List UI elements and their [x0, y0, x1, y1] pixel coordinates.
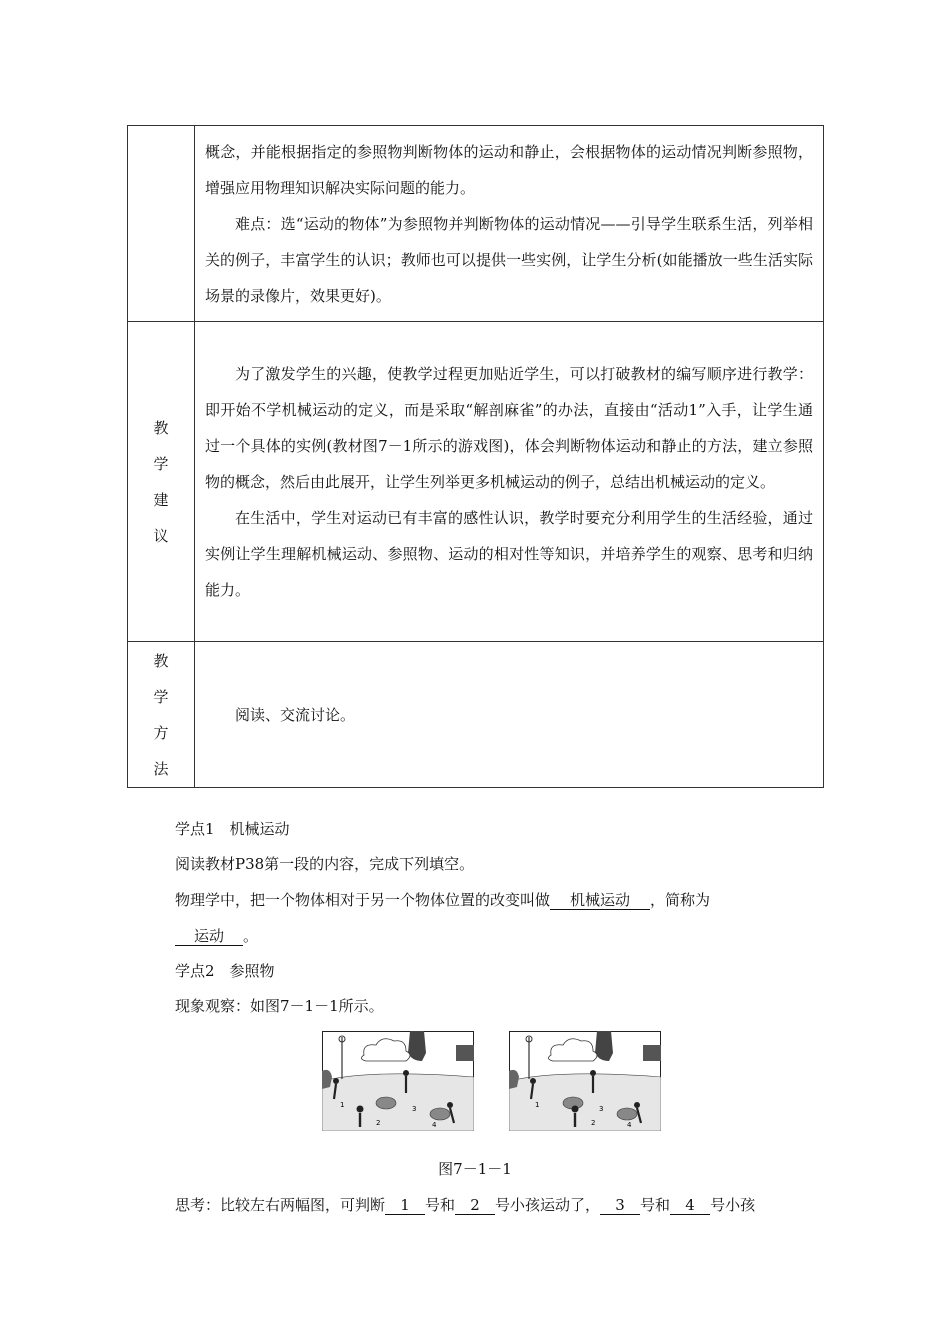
sentence-text: 思考：比较左右两幅图，可判断	[175, 1196, 386, 1214]
row-content	[195, 322, 824, 642]
sentence-text: 。	[243, 927, 259, 945]
row-content	[195, 126, 824, 322]
table-row	[128, 126, 824, 322]
sentence-text: 物理学中，把一个物体相对于另一个物体位置的改变叫做	[175, 891, 551, 909]
answer-blank: 机械运动	[550, 891, 650, 910]
figure-caption: 图7－1－1	[438, 1160, 512, 1178]
answer-blank: 3	[600, 1196, 640, 1215]
paragraph: 阅读、交流讨论。	[235, 705, 356, 724]
section2-think	[175, 1193, 825, 1218]
paragraph: 难点：选“运动的物体”为参照物并判断物体的运动情况——引导学生联系生活，列举相关的例子，丰富学生的认识；教师也可以提供一些实例，让学生分析(如能播放一些生活实际场景的录像片，效果更好)。	[205, 214, 813, 305]
section1-sentence	[175, 888, 825, 913]
sentence-text: ，简称为	[650, 891, 711, 909]
row-content	[195, 642, 824, 788]
sentence-text: 号小孩	[710, 1196, 756, 1214]
row-label-teaching-method: 教学方法	[153, 651, 169, 778]
paragraph: 在生活中，学生对运动已有丰富的感性认识，教学时要充分利用学生的生活经验，通过实例让学生理解机械运动、参照物、运动的相对性等知识，并培养学生的观察、思考和归纳能力。	[205, 508, 813, 599]
sentence-text: 号和	[640, 1196, 671, 1214]
answer-blank: 4	[670, 1196, 710, 1215]
figure-label: 3	[599, 1105, 604, 1113]
section2-heading: 学点2 参照物	[175, 962, 275, 980]
row-label-cell	[128, 642, 195, 788]
table-row	[128, 642, 824, 788]
figure-label: 4	[627, 1121, 632, 1129]
paragraph: 概念，并能根据指定的参照物判断物体的运动和静止，会根据物体的运动情况判断参照物，增强应用物理知识解决实际问题的能力。	[205, 142, 813, 197]
section1-heading: 学点1 机械运动	[175, 820, 290, 838]
figure-label: 1	[535, 1101, 540, 1109]
row-label-empty	[128, 126, 195, 322]
section1-instruction: 阅读教材P38第一段的内容，完成下列填空。	[175, 855, 475, 873]
row-label-teaching-advice: 教学建议	[153, 418, 169, 545]
sentence-text: 号和	[425, 1196, 456, 1214]
figure-label: 1	[340, 1101, 345, 1109]
sentence-text: 号小孩运动了，	[495, 1196, 601, 1214]
answer-blank: 2	[455, 1196, 495, 1215]
figure-left-playground	[322, 1031, 474, 1131]
answer-blank: 运动	[175, 927, 243, 946]
lesson-table	[127, 125, 824, 788]
answer-blank: 1	[385, 1196, 425, 1215]
figure-label: 3	[412, 1105, 417, 1113]
figure-label: 4	[432, 1121, 437, 1129]
section1-sentence-cont	[175, 924, 825, 949]
paragraph: 为了激发学生的兴趣，使教学过程更加贴近学生，可以打破教材的编写顺序进行教学：即开始不学机械运动的定义，而是采取“解剖麻雀”的办法，直接由“活动1”入手，让学生通过一个具体的实例(教材图7－1所示的游戏图)，体会判断物体运动和静止的方法，建立参照物的概念，然后由此展开，让学生列举更多机械运动的例子，总结出机械运动的定义。	[205, 364, 813, 491]
figure-label: 2	[591, 1119, 596, 1127]
figure-right-playground	[509, 1031, 661, 1131]
row-label-cell	[128, 322, 195, 642]
table-row	[128, 322, 824, 642]
figure-label: 2	[376, 1119, 381, 1127]
section2-observation: 现象观察：如图7－1－1所示。	[175, 997, 384, 1015]
